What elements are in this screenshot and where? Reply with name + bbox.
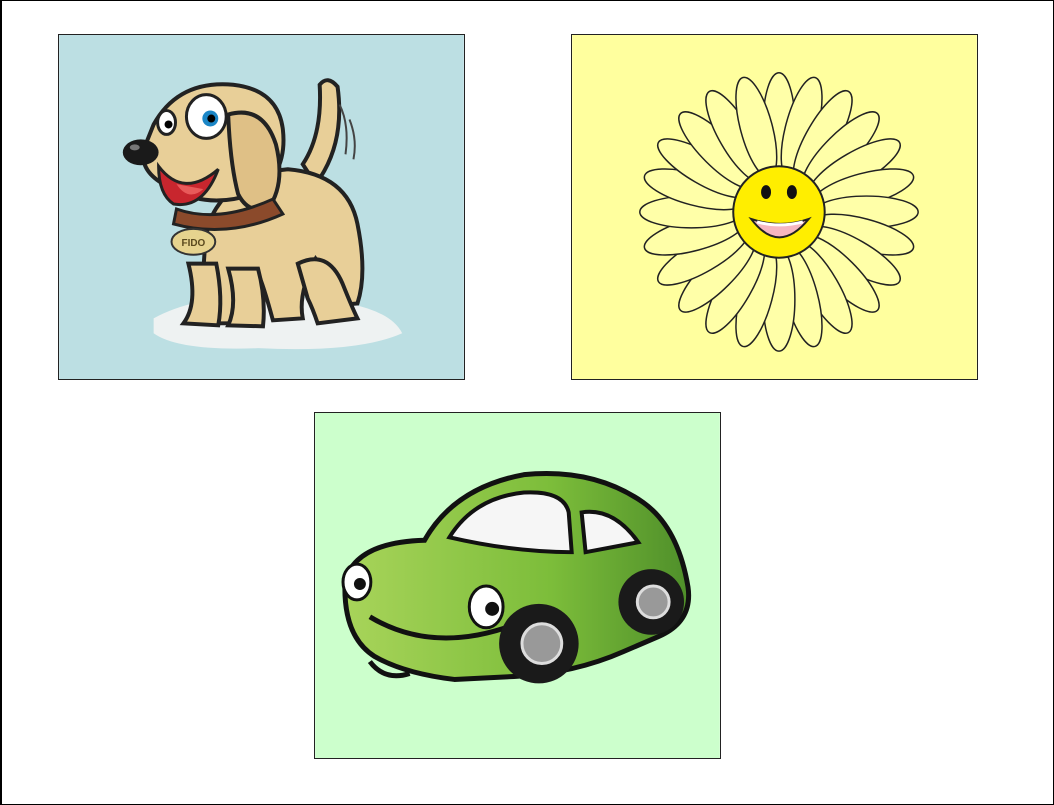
flower-illustration xyxy=(572,35,977,379)
smiley-face xyxy=(733,166,824,257)
car-rear-hubcap xyxy=(637,586,669,618)
car-illustration xyxy=(315,413,720,758)
dog-picture-card[interactable] xyxy=(58,34,465,380)
dog-pupil-left xyxy=(207,115,215,123)
dog-tag-text: FIDO xyxy=(181,237,206,249)
smiley-eye-right xyxy=(787,185,797,199)
dog-nose xyxy=(123,139,159,165)
dog-illustration xyxy=(59,35,464,379)
car-pupil-right xyxy=(485,602,499,616)
dog-nose-highlight xyxy=(130,144,140,150)
smiley-eye-left xyxy=(761,185,771,199)
car-pupil-left xyxy=(354,578,366,590)
dog-front-leg-right xyxy=(228,269,264,327)
flower-picture-card[interactable] xyxy=(571,34,978,380)
car-front-hubcap xyxy=(522,624,562,664)
dog-pupil-right xyxy=(165,121,173,129)
car-picture-card[interactable] xyxy=(314,412,721,759)
